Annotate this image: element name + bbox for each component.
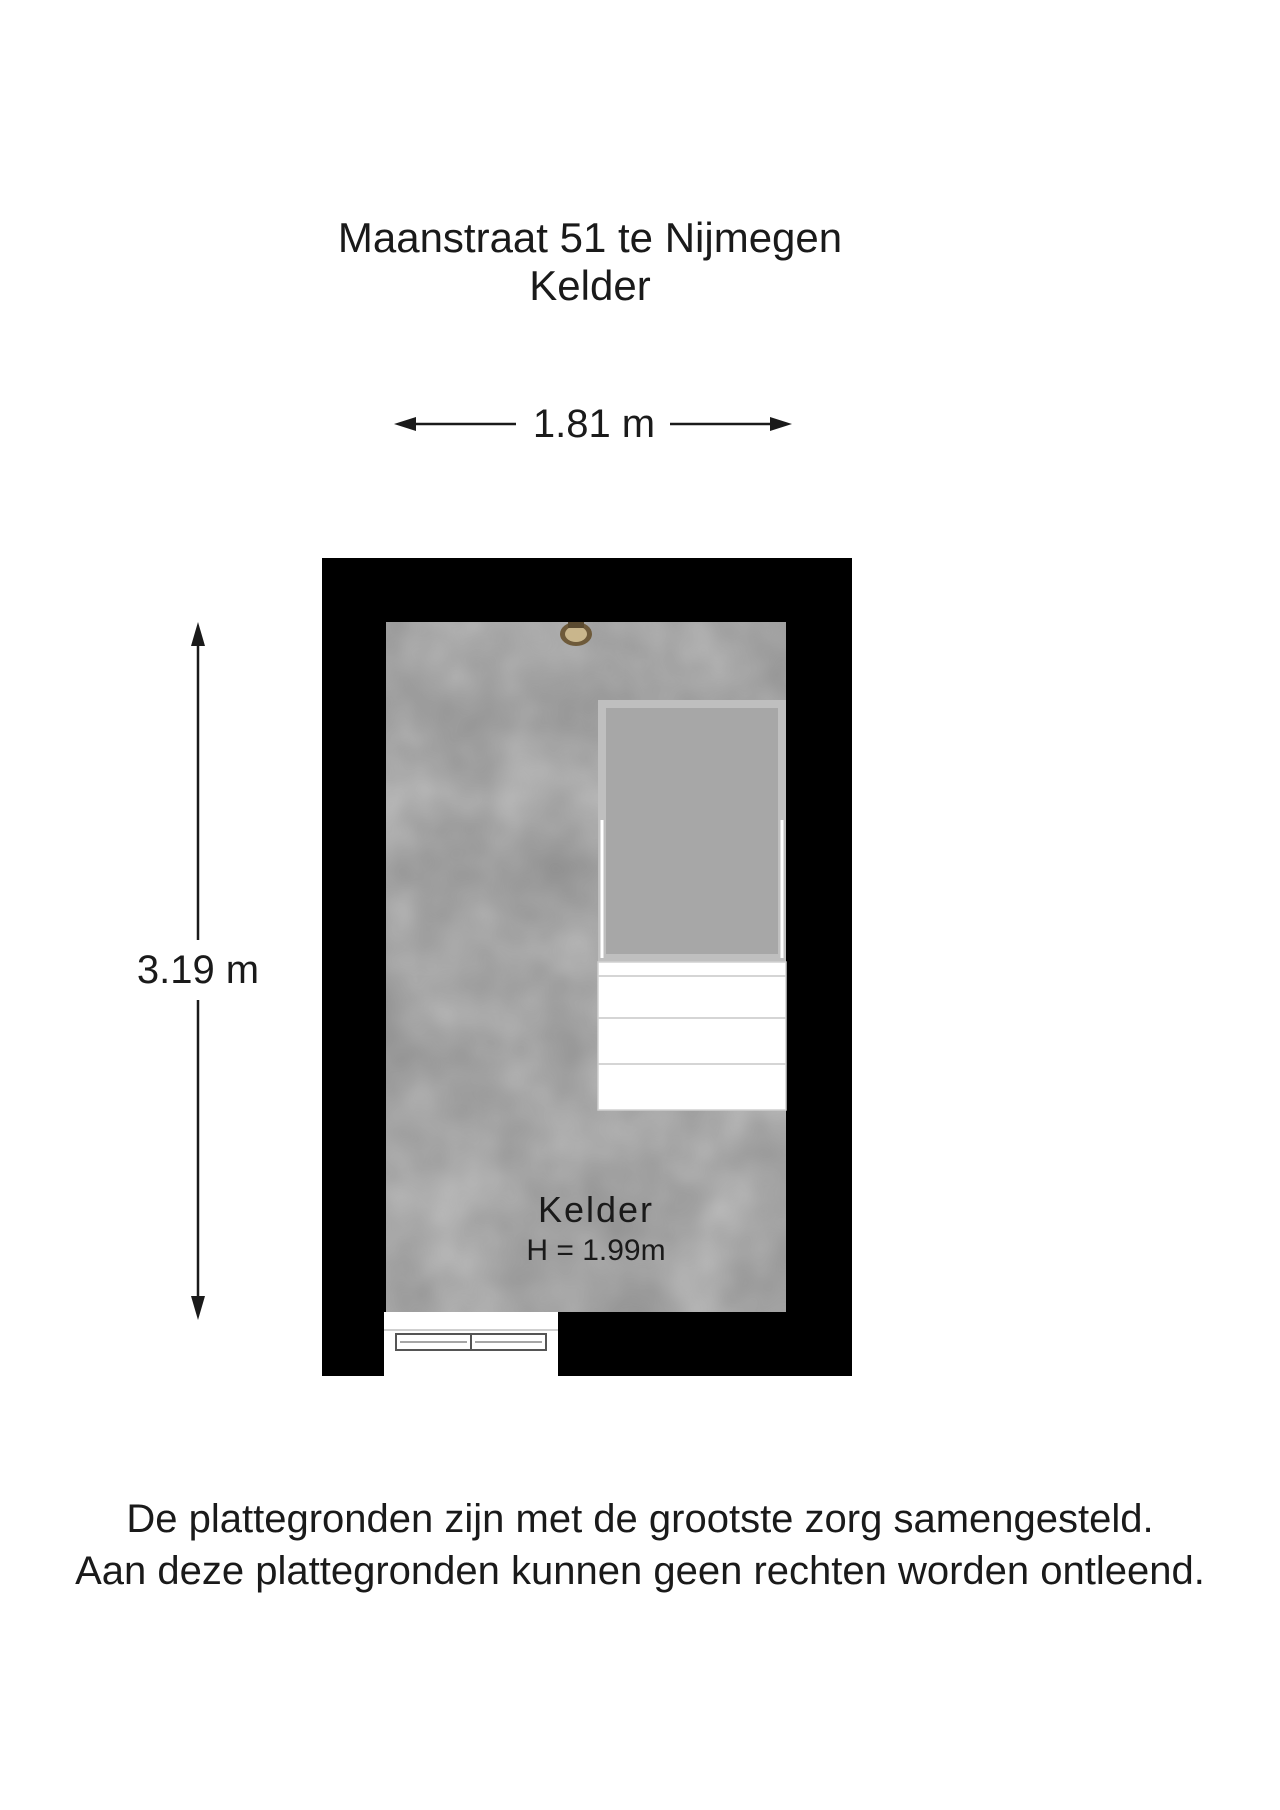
plan-floor-title: Kelder	[529, 262, 651, 309]
room-name-label: Kelder	[537, 1189, 655, 1230]
arrow-right-icon	[770, 417, 792, 431]
height-dimension-label: 3.19 m	[128, 948, 268, 992]
width-dimension-label: 1.81 m	[524, 402, 664, 446]
disclaimer-line-1: De plattegronden zijn met de grootste zorg samengesteld.	[126, 1497, 1154, 1541]
arrow-down-icon	[191, 1296, 205, 1320]
arrow-left-icon	[394, 417, 416, 431]
light-fixture-icon	[560, 622, 592, 646]
plan-address-title: Maanstraat 51 te Nijmegen	[337, 214, 843, 261]
arrow-up-icon	[191, 622, 205, 646]
stair-landing	[598, 700, 786, 962]
stair-steps	[598, 962, 786, 1110]
disclaimer-line-2: Aan deze plattegronden kunnen geen rechten worden ontleend.	[75, 1549, 1205, 1593]
window	[384, 1312, 558, 1376]
room-height-label: H = 1.99m	[526, 1234, 666, 1267]
